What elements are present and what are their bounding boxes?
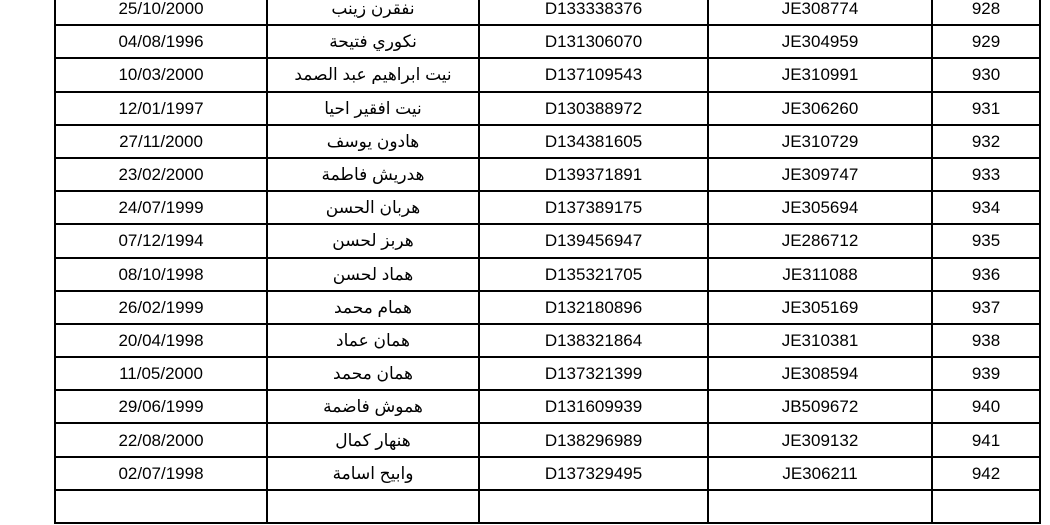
- je-code-cell: JE311088: [708, 258, 932, 291]
- je-code-cell: JE286712: [708, 224, 932, 257]
- table-body: [55, 0, 1040, 523]
- row-number-cell: 942: [932, 457, 1040, 490]
- full-name-cell: همام محمد: [267, 291, 479, 324]
- birth-date-cell: 24/07/1999: [55, 191, 267, 224]
- d-code-cell: D135321705: [479, 258, 708, 291]
- table-row: [55, 357, 1040, 390]
- je-code-cell: JE308594: [708, 357, 932, 390]
- d-code-cell: D137389175: [479, 191, 708, 224]
- d-code-cell: D137321399: [479, 357, 708, 390]
- table-row: [55, 258, 1040, 291]
- je-code-cell: [708, 490, 932, 523]
- full-name-cell: نكوري فتيحة: [267, 25, 479, 58]
- d-code-cell: D138321864: [479, 324, 708, 357]
- je-code-cell: JE309132: [708, 423, 932, 456]
- full-name-cell: هربز لحسن: [267, 224, 479, 257]
- birth-date-cell: 07/12/1994: [55, 224, 267, 257]
- row-number-cell: 931: [932, 92, 1040, 125]
- full-name-cell: هموش فاضمة: [267, 390, 479, 423]
- row-number-cell: 938: [932, 324, 1040, 357]
- full-name-cell: نفقرن زينب: [267, 0, 479, 25]
- birth-date-cell: 26/02/1999: [55, 291, 267, 324]
- je-code-cell: JE308774: [708, 0, 932, 25]
- d-code-cell: D139371891: [479, 158, 708, 191]
- birth-date-cell: 08/10/1998: [55, 258, 267, 291]
- table-row: [55, 423, 1040, 456]
- birth-date-cell: 23/02/2000: [55, 158, 267, 191]
- full-name-cell: نيت افقير احيا: [267, 92, 479, 125]
- birth-date-cell: 04/08/1996: [55, 25, 267, 58]
- d-code-cell: D131306070: [479, 25, 708, 58]
- je-code-cell: JE306260: [708, 92, 932, 125]
- row-number-cell: 928: [932, 0, 1040, 25]
- birth-date-cell: 11/05/2000: [55, 357, 267, 390]
- je-code-cell: JE310729: [708, 125, 932, 158]
- d-code-cell: D130388972: [479, 92, 708, 125]
- table-row: [55, 0, 1040, 25]
- d-code-cell: D137329495: [479, 457, 708, 490]
- table-row: [55, 125, 1040, 158]
- d-code-cell: [479, 490, 708, 523]
- row-number-cell: 929: [932, 25, 1040, 58]
- d-code-cell: D137109543: [479, 58, 708, 91]
- birth-date-cell: 10/03/2000: [55, 58, 267, 91]
- table-row: [55, 25, 1040, 58]
- full-name-cell: وابيح اسامة: [267, 457, 479, 490]
- d-code-cell: D133338376: [479, 0, 708, 25]
- birth-date-cell: 12/01/1997: [55, 92, 267, 125]
- je-code-cell: JE310381: [708, 324, 932, 357]
- je-code-cell: JE305169: [708, 291, 932, 324]
- table-row: [55, 92, 1040, 125]
- birth-date-cell: 20/04/1998: [55, 324, 267, 357]
- full-name-cell: [267, 490, 479, 523]
- full-name-cell: هدريش فاطمة: [267, 158, 479, 191]
- results-table: [54, 0, 1041, 524]
- d-code-cell: D138296989: [479, 423, 708, 456]
- full-name-cell: همان محمد: [267, 357, 479, 390]
- birth-date-cell: [55, 490, 267, 523]
- table-row: [55, 191, 1040, 224]
- d-code-cell: D134381605: [479, 125, 708, 158]
- table-row: [55, 324, 1040, 357]
- full-name-cell: نيت ابراهيم عبد الصمد: [267, 58, 479, 91]
- table-row: [55, 490, 1040, 523]
- d-code-cell: D139456947: [479, 224, 708, 257]
- birth-date-cell: 27/11/2000: [55, 125, 267, 158]
- je-code-cell: JE305694: [708, 191, 932, 224]
- table-row: [55, 58, 1040, 91]
- row-number-cell: 935: [932, 224, 1040, 257]
- table-row: [55, 390, 1040, 423]
- row-number-cell: 933: [932, 158, 1040, 191]
- full-name-cell: هماد لحسن: [267, 258, 479, 291]
- d-code-cell: D132180896: [479, 291, 708, 324]
- row-number-cell: 932: [932, 125, 1040, 158]
- je-code-cell: JE304959: [708, 25, 932, 58]
- table-row: [55, 224, 1040, 257]
- full-name-cell: همان عماد: [267, 324, 479, 357]
- d-code-cell: D131609939: [479, 390, 708, 423]
- table-row: [55, 457, 1040, 490]
- full-name-cell: هربان الحسن: [267, 191, 479, 224]
- table-row: [55, 158, 1040, 191]
- row-number-cell: 937: [932, 291, 1040, 324]
- row-number-cell: 930: [932, 58, 1040, 91]
- je-code-cell: JB509672: [708, 390, 932, 423]
- je-code-cell: JE309747: [708, 158, 932, 191]
- row-number-cell: [932, 490, 1040, 523]
- je-code-cell: JE306211: [708, 457, 932, 490]
- je-code-cell: JE310991: [708, 58, 932, 91]
- row-number-cell: 940: [932, 390, 1040, 423]
- row-number-cell: 936: [932, 258, 1040, 291]
- full-name-cell: هنهار كمال: [267, 423, 479, 456]
- row-number-cell: 939: [932, 357, 1040, 390]
- birth-date-cell: 22/08/2000: [55, 423, 267, 456]
- birth-date-cell: 02/07/1998: [55, 457, 267, 490]
- birth-date-cell: 25/10/2000: [55, 0, 267, 25]
- table-row: [55, 291, 1040, 324]
- birth-date-cell: 29/06/1999: [55, 390, 267, 423]
- row-number-cell: 934: [932, 191, 1040, 224]
- full-name-cell: هادون يوسف: [267, 125, 479, 158]
- row-number-cell: 941: [932, 423, 1040, 456]
